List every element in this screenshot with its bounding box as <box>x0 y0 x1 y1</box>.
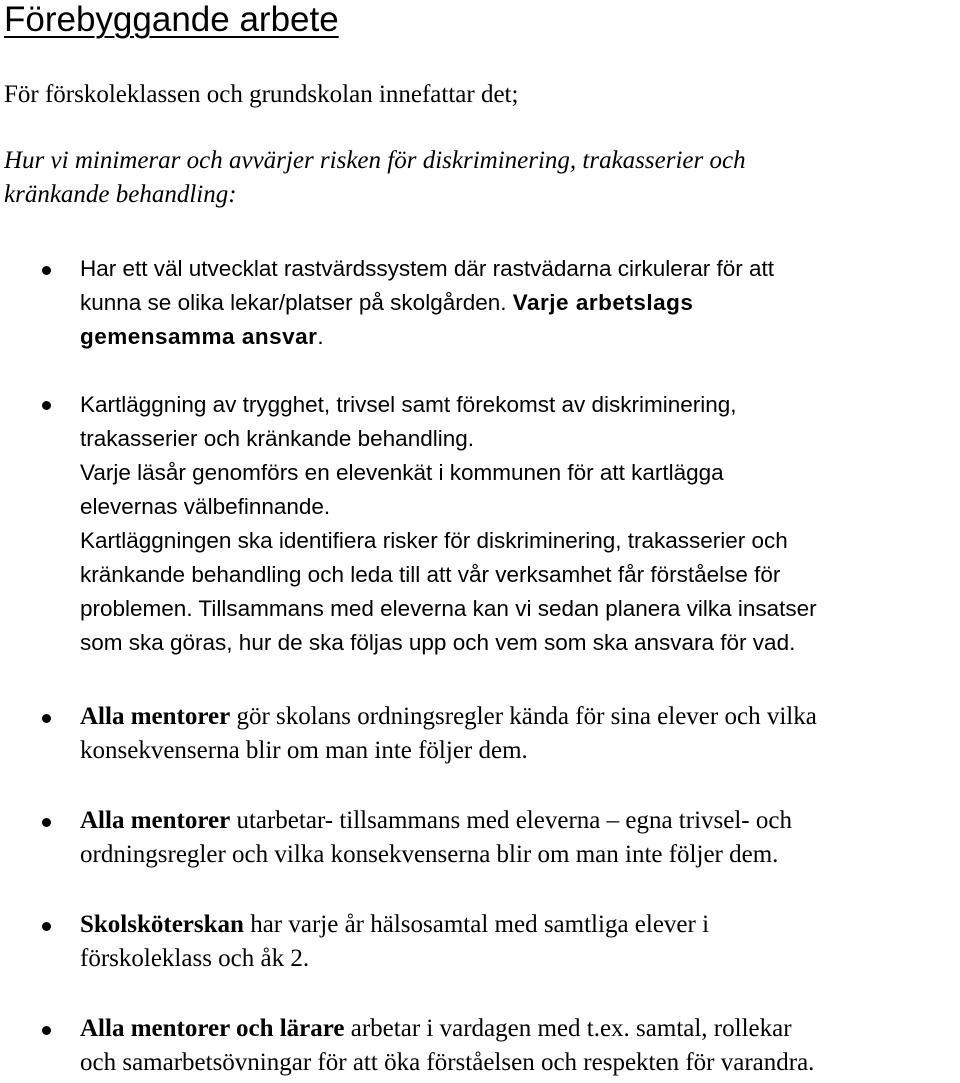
bullet-icon <box>42 401 51 410</box>
text-bold: Alla mentorer och lärare <box>80 1015 345 1042</box>
question-line-2: kränkande behandling: <box>4 181 237 208</box>
text-bold: Skolsköterskan <box>80 911 244 938</box>
list-item-line: Har ett väl utvecklat rastvärdssystem där rastvädarna cirkulerar för att <box>80 256 774 281</box>
page-heading: Förebyggande arbete <box>4 0 339 39</box>
list-item-line: som ska göras, hur de ska följas upp och vem som ska ansvara för vad. <box>80 630 796 655</box>
list-item-line <box>80 286 960 320</box>
list-item-line: konsekvenserna blir om man inte följer dem. <box>80 737 528 764</box>
question-line-1: Hur vi minimerar och avvärjer risken för diskriminering, trakasserier och <box>4 147 746 174</box>
text-normal: arbetar i vardagen med t.ex. samtal, rollekar <box>344 1015 792 1042</box>
intro-text: För förskoleklassen och grundskolan innefattar det; <box>4 81 519 108</box>
list-item-line: och samarbetsövningar för att öka förståelsen och respekten för varandra. <box>80 1049 815 1076</box>
list-item-line <box>80 700 960 734</box>
list-item-line: Kartläggningen ska identifiera risker för diskriminering, trakasserier och <box>80 528 788 553</box>
text-bold: gemensamma ansvar <box>80 324 318 349</box>
text-normal: utarbetar- tillsammans med eleverna – egna trivsel- och <box>230 807 792 834</box>
text-normal: kunna se olika lekar/platser på skolgården. <box>80 290 513 315</box>
text-normal: gör skolans ordningsregler kända för sina elever och vilka <box>230 703 817 730</box>
text-bold: Alla mentorer <box>80 807 231 834</box>
list-item-line: trakasserier och kränkande behandling. <box>80 426 474 451</box>
list-item-line: Varje läsår genomförs en elevenkät i kommunen för att kartlägga <box>80 460 724 485</box>
bullet-icon <box>42 818 51 827</box>
list-item-line: elevernas välbefinnande. <box>80 494 331 519</box>
list-item-line <box>80 908 960 942</box>
text-normal: . <box>317 324 324 349</box>
list-item-text <box>80 1012 960 1080</box>
list-item-line: problemen. Tillsammans med eleverna kan vi sedan planera vilka insatser <box>80 596 817 621</box>
text-bold: Alla mentorer <box>80 703 231 730</box>
text-normal: har varje år hälsosamtal med samtliga elever i <box>243 911 710 938</box>
list-item-text <box>80 804 960 872</box>
list-item-line <box>80 320 960 354</box>
text-bold: Varje arbetslags <box>512 290 694 315</box>
list-item-line <box>80 1012 960 1046</box>
list-item-line: Kartläggning av trygghet, trivsel samt förekomst av diskriminering, <box>80 392 737 417</box>
list-item-text <box>80 388 960 660</box>
bullet-icon <box>42 1026 51 1035</box>
list-item-text <box>80 700 960 768</box>
list-item-line: kränkande behandling och leda till att vår verksamhet får förståelse för <box>80 562 781 587</box>
list-item-text <box>80 908 960 976</box>
bullet-icon <box>42 266 51 275</box>
bullet-icon <box>42 922 51 931</box>
question-paragraph <box>4 144 746 212</box>
list-item-line <box>80 804 960 838</box>
list-item-text <box>80 252 960 354</box>
list-item-line: förskoleklass och åk 2. <box>80 945 310 972</box>
list-item-line: ordningsregler och vilka konsekvenserna blir om man inte följer dem. <box>80 841 779 868</box>
bullet-icon <box>42 714 51 723</box>
